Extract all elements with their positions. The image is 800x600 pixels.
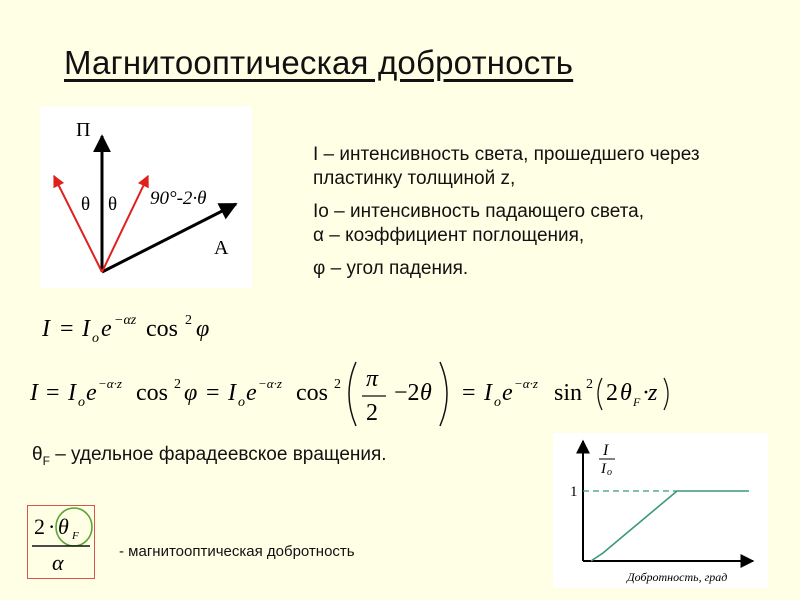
svg-text:=: =	[206, 380, 220, 406]
svg-text:·: ·	[642, 380, 650, 406]
svg-text:cos: cos	[136, 380, 168, 406]
svg-text:cos: cos	[146, 316, 178, 342]
y-label-denominator: I	[601, 461, 606, 477]
y-label-numerator: I	[603, 442, 609, 459]
svg-text:2: 2	[366, 400, 378, 426]
definition-item: α – коэффициент поглощения,	[313, 225, 585, 246]
svg-text:I: I	[30, 380, 38, 406]
svg-text:sin: sin	[554, 380, 583, 406]
figure-of-merit-formula	[27, 505, 95, 579]
svg-text:z: z	[648, 380, 658, 406]
svg-text:2: 2	[334, 377, 341, 392]
svg-text:2: 2	[586, 377, 593, 392]
svg-text:−α·z: −α·z	[258, 376, 282, 391]
svg-text:e: e	[502, 380, 513, 406]
tick-one-label: 1	[570, 484, 578, 500]
faraday-subscript: F	[42, 453, 50, 468]
svg-text:=: =	[60, 316, 74, 342]
label-a: А	[214, 237, 229, 259]
definition-item: φ – угол падения.	[313, 258, 469, 279]
svg-text:−2: −2	[394, 380, 420, 406]
svg-text:φ: φ	[184, 380, 198, 406]
angle-label: 90°-2·θ	[150, 188, 207, 209]
label-pi: П	[76, 119, 91, 141]
y-label-denominator-sub: o	[607, 467, 612, 478]
x-axis-label: Добротность, град	[627, 570, 728, 584]
svg-text:π: π	[366, 366, 379, 392]
svg-text:=: =	[462, 380, 476, 406]
vector-diagram	[40, 106, 252, 288]
svg-text:I: I	[82, 316, 90, 342]
svg-text:2: 2	[185, 313, 192, 328]
svg-text:I: I	[484, 380, 492, 406]
left-red-vector	[54, 176, 102, 272]
svg-text:e: e	[86, 380, 97, 406]
right-red-vector	[102, 176, 148, 272]
slide-title: Магнитооптическая добротность	[64, 44, 574, 81]
faraday-rotation-note	[32, 444, 387, 468]
svg-text:e: e	[101, 316, 112, 342]
definition-item: Io – интенсивность падающего света,	[313, 201, 645, 222]
svg-text:o: o	[92, 331, 99, 346]
svg-text:θ: θ	[620, 380, 632, 406]
svg-text:o: o	[494, 395, 501, 410]
svg-text:I: I	[42, 316, 50, 342]
svg-text:F: F	[633, 395, 641, 409]
expanded-intensity-formula	[26, 356, 686, 437]
intensity-curve	[591, 491, 749, 561]
svg-text:o: o	[78, 395, 85, 410]
svg-text:θ: θ	[420, 380, 432, 406]
svg-text:−α·z: −α·z	[514, 376, 538, 391]
svg-text:−αz: −αz	[114, 313, 137, 328]
svg-text:o: o	[238, 395, 245, 410]
svg-text:θ: θ	[58, 514, 69, 539]
svg-text:·: ·	[48, 514, 56, 539]
definition-item: I – интенсивность света, прошедшего через пластинку толщиной z,	[313, 144, 700, 189]
svg-text:I: I	[68, 380, 76, 406]
svg-text:α: α	[52, 550, 64, 575]
intensity-graph	[553, 433, 768, 588]
svg-text:cos: cos	[296, 380, 328, 406]
intensity-formula	[38, 306, 238, 357]
svg-text:F: F	[72, 530, 79, 542]
svg-text:=: =	[46, 380, 60, 406]
theta-right: θ	[108, 194, 118, 215]
theta-left: θ	[81, 194, 91, 215]
figure-of-merit-caption: - магнитооптическая добротность	[119, 543, 355, 560]
svg-text:2: 2	[606, 380, 618, 406]
faraday-text: – удельное фарадеевское вращения.	[49, 444, 387, 465]
svg-text:2: 2	[34, 514, 45, 539]
faraday-symbol: θ	[32, 444, 43, 465]
svg-text:−α·z: −α·z	[98, 376, 122, 391]
svg-text:φ: φ	[196, 316, 210, 342]
svg-text:e: e	[246, 380, 257, 406]
svg-text:I: I	[228, 380, 236, 406]
svg-text:2: 2	[174, 377, 181, 392]
definitions-list	[313, 143, 773, 290]
